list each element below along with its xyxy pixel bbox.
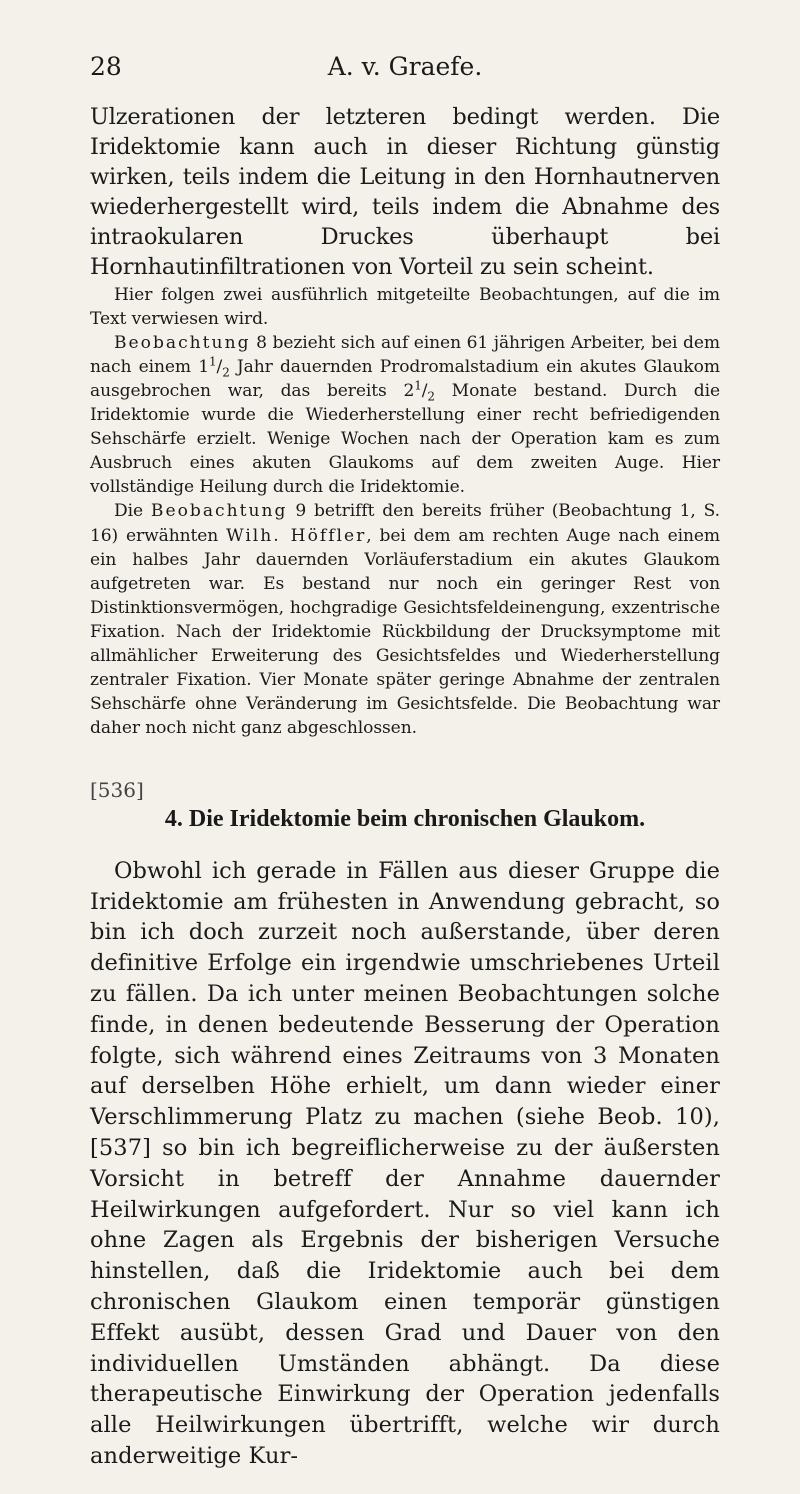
page-marker: [536] bbox=[90, 778, 144, 803]
section-body bbox=[90, 856, 720, 1472]
section-heading: 4. Die Iridektomie beim chronischen Glaukom. bbox=[164, 806, 646, 833]
observation-label: Beobachtung bbox=[114, 332, 251, 353]
inline-page-marker: [537] bbox=[90, 1135, 152, 1162]
page-number: 28 bbox=[90, 52, 122, 81]
observation-9: Die Beobachtung 9 betrifft den bereits früher (Beobachtung 1, S. 16) erwähnten Wilh. Höffler, bei dem am rechten Auge nach einem ein halbes Jahr dauernden Vorläuferstadium ein akutes Glaukom aufgetreten war. Es bestand nur noch ein geringer Rest von Distinktionsvermögen, hochgradige Gesichtsfeldeinengung, exzentrische Fixation. Nach der Iridektomie Rückbildung der Drucksymptome mit allmählicher Erweiterung des Gesichtsfeldes und Wiederherstellung zentraler Fixation. Vier Monate später geringe Abnahme der zentralen Sehschärfe ohne Veränderung im Gesichtsfelde. Die Beobachtung war daher noch nicht ganz abgeschlossen. bbox=[90, 501, 721, 739]
intro-text: Ulzerationen der letzteren bedingt werden. Die Iridektomie kann auch in dieser Richtung günstig wirken, teils indem die Leitung in den Hornhautnerven wiederhergestellt wird, teils indem die Abnahme des intraokularen Druckes überhaupt bei Hornhautinfiltrationen von Vorteil zu sein scheint. bbox=[90, 104, 720, 281]
observation-label: Beobachtung bbox=[150, 501, 288, 522]
running-title: A. v. Graefe. bbox=[327, 52, 483, 81]
observation-notes bbox=[90, 283, 720, 741]
observation-8: Beobachtung 8 bezieht sich auf einen 61 jährigen Arbeiter, bei dem nach einem $1^1/_2$ Jahr dauernden Prodromalstadium ein akutes Glaukom ausgebrochen war, das bereits $2^1/_2$ Monate bestand. Durch die Iridektomie wurde die Wiederherstellung einer recht befriedigenden Sehschärfe erzielt. Wenige Wochen nach der Operation kam es zum Ausbruch eines akuten Glaukoms auf dem zweiten Auge. Hier vollständige Heilung durch die Iridektomie. bbox=[90, 332, 720, 498]
intro-paragraph bbox=[90, 102, 720, 283]
running-head bbox=[90, 52, 720, 88]
section-paragraph: Obwohl ich gerade in Fällen aus dieser Gruppe die Iridektomie am frühesten in Anwendung gebracht, so bin ich doch zurzeit noch außerstande, über deren definitive Erfolge ein irgendwie umschriebenes Urteil zu fällen. Da ich unter meinen Beobachtungen solche finde, in denen bedeutende Besserung der Operation folgte, sich während eines Zeitraums von 3 Monaten auf derselben Höhe erhielt, um dann wieder einer Verschlimmerung Platz zu machen (siehe Beob. 10), [537] so bin ich begreiflicherweise zu der äußersten Vorsicht in betreff der Annahme dauernder Heilwirkungen aufgefordert. Nur so viel kann ich ohne Zagen als Ergebnis der bisherigen Versuche hinstellen, daß die Iridektomie auch bei dem chronischen Glaukom einen temporär günstigen Effekt ausübt, dessen Grad und Dauer von den individuellen Umständen abhängt. Da diese therapeutische Einwirkung der Operation jedenfalls alle Heilwirkungen übertrifft, welche wir durch anderweitige Kur- bbox=[90, 857, 720, 1469]
notes-intro: Hier folgen zwei ausführlich mitgeteilte Beobachtungen, auf die im Text verwiesen wird. bbox=[90, 284, 720, 329]
patient-name: Wilh. Höffler bbox=[226, 525, 367, 546]
